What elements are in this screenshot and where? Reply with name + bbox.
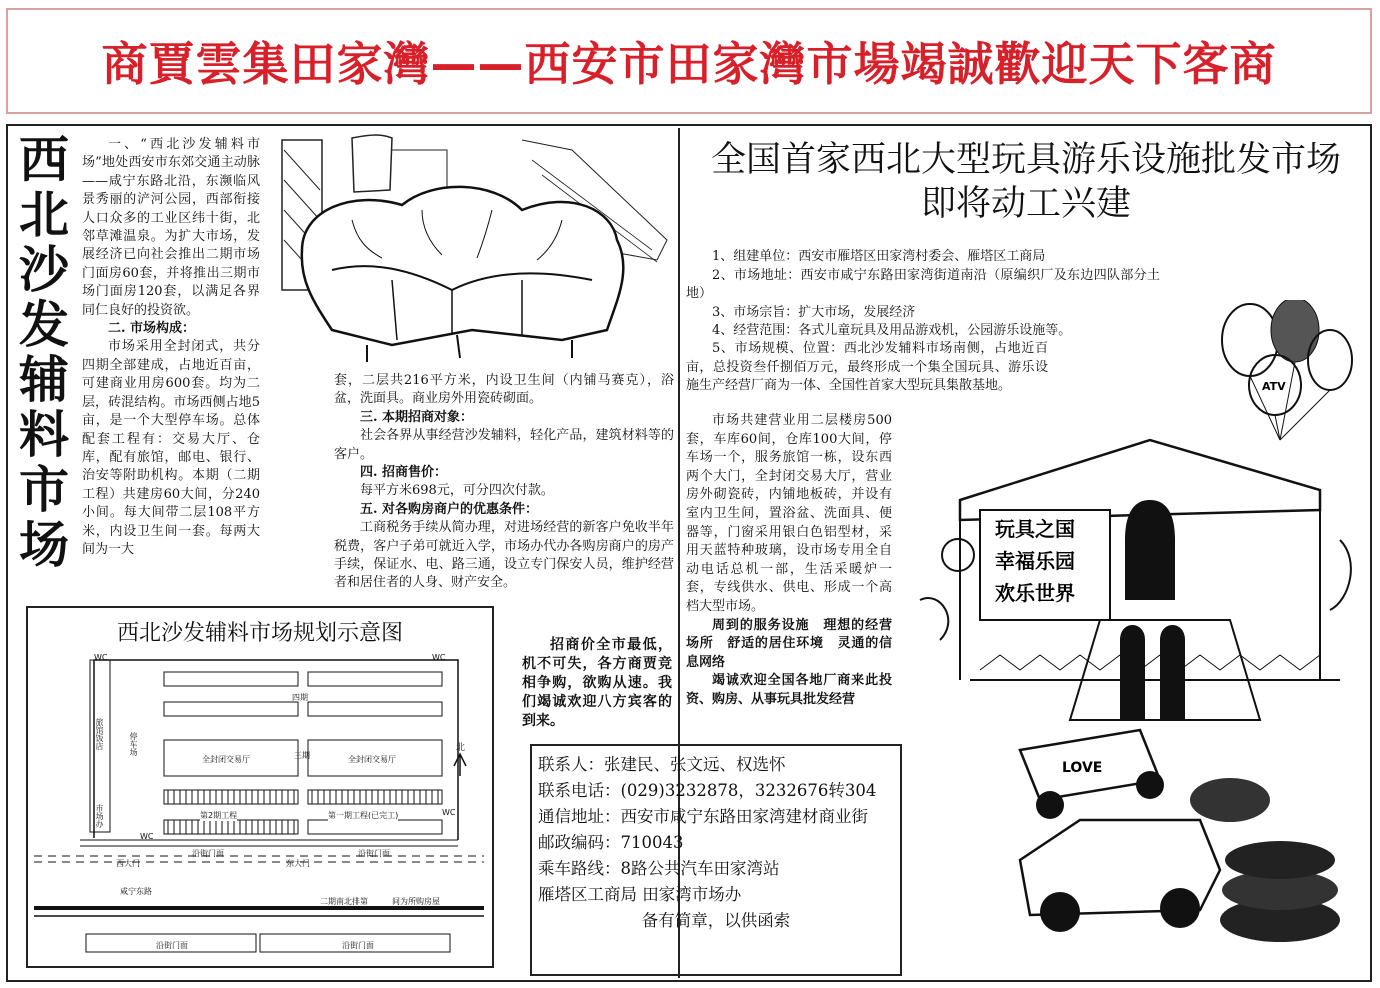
contact-zip: 邮政编码：710043 <box>538 833 684 852</box>
road-label: 咸宁东路 <box>120 887 152 896</box>
item-scope: 4、经营范围：各式儿童玩具及用品游戏机，公园游乐设施等。 <box>712 323 1072 339</box>
vertical-title-char: 西 <box>19 130 69 189</box>
vertical-title-char: 北 <box>19 185 69 244</box>
toy-market-title-line2: 即将动工兴建 <box>920 184 1131 224</box>
sign-line2: 幸福乐园 <box>995 549 1075 573</box>
section-heading: 二. 市场构成： <box>108 321 196 337</box>
composition-paragraph: 市场采用全封闭式，共分四期全部建成，占地近百亩，可建商业用房600套。均为二层，砖混结构。市场西侧占地5亩，是一个大型停车场。总体配套工程有：交易大厅、仓库，配有旅馆，邮电、银行、治安等附助机构。本期（二期工程）共建房60大间，分240小间。每大间带二层108平方米，内设卫生间一套。每两大间为一大 <box>82 339 260 557</box>
hotel-label: 旅馆饭店 <box>95 718 104 750</box>
sign-line1: 玩具之国 <box>995 517 1075 541</box>
phase1-label: 第一期工程(已完工) <box>328 811 399 820</box>
vertical-title-char: 辅 <box>19 350 69 409</box>
contact-person: 联系人：张建民、张文远、权选怀 <box>538 755 786 774</box>
hall-label: 全封闭交易厅 <box>348 755 396 764</box>
vertical-title-char: 沙 <box>19 240 69 299</box>
contact-org: 雁塔区工商局 田家湾市场办 <box>538 885 742 904</box>
closing-paragraph <box>522 636 672 731</box>
slogan-services: 周到的服务设施 理想的经营场所 舒适的居住环境 灵通的信息网络 <box>686 617 892 670</box>
banner-title: 商賈雲集田家灣——西安市田家灣市場竭誠歡迎天下客商 <box>101 37 1277 91</box>
vertical-title-char: 发 <box>19 295 69 354</box>
contact-address: 通信地址：西安市咸宁东路田家湾建材商业街 <box>538 807 868 826</box>
section-heading: 四. 招商售价： <box>360 465 448 481</box>
street-shop-label: 沿街门面 <box>358 849 390 858</box>
street-shop-label: 沿街门面 <box>192 849 224 858</box>
wc-label: WC <box>442 808 456 817</box>
contact-box <box>530 744 902 976</box>
atv-balloon-label: ATV <box>1262 380 1286 393</box>
west-gate-label: 西大门 <box>116 859 140 868</box>
office-label: 市场办 <box>95 804 104 828</box>
wc-label: WC <box>432 653 446 662</box>
wc-label: WC <box>140 832 154 841</box>
item-facilities: 市场共建营业用二层楼房500套，车库60间，仓库100大间，停车场一个，服务旅馆一栋，设东西两个大门，全封闭交易大厅，营业房外砌瓷砖，内铺地板砖，并设有室内卫生间，置浴盆、洗面具、便器等，门窗采用银白色铝型材，采用天蓝特种玻璃，设市场专用全自动电话总机一部，生活采暖炉一套，专线供水、供电、形成一个高档大型市场。 <box>686 413 892 614</box>
street-shop-label: 沿街门面 <box>342 941 374 950</box>
east-gate-label: 东大门 <box>286 859 310 868</box>
intro-paragraph: 一、“西北沙发辅料市场”地处西安市东郊交通主动脉——咸宁东路北沿，东濒临风景秀丽的浐河公园，西部衔接人口众多的工业区纬十街，北邻草滩温泉。为扩大市场，发展经济已向社会推出二期市场门面房60套，并将推出三期市场门面房120套，以满足各界同仁良好的投资欲。 <box>82 137 260 318</box>
plan-title: 西北沙发辅料市场规划示意图 <box>116 621 403 646</box>
car-label: LOVE <box>1062 760 1103 776</box>
parking-label: 停车场 <box>129 732 138 756</box>
vertical-title-char: 市 <box>19 460 69 519</box>
slogan-welcome: 竭诚欢迎全国各地厂商来此投资、购房、从事玩具批发经营 <box>686 673 892 707</box>
vertical-title-char: 料 <box>19 405 69 464</box>
phase2-label: 第2期工程 <box>200 811 238 820</box>
section-heading: 三. 本期招商对象： <box>360 409 474 425</box>
sign-line3: 欢乐世界 <box>995 581 1075 605</box>
closing-text: 招商价全市最低，机不可失，各方商贾竞相争购，欲购从速。我们竭诚欢迎八方宾客的到来。 <box>522 637 672 729</box>
market-plan <box>26 606 494 968</box>
vertical-title <box>10 132 78 572</box>
item-organizer: 1、组建单位：西安市雁塔区田家湾村委会、雁塔区工商局 <box>712 249 1046 264</box>
item-address: 2、市场地址：西安市咸宁东路田家湾街道南沿（原编织厂及东边四队部分土地） <box>686 267 1160 302</box>
target-paragraph: 社会各界从事经营沙发辅料，轻化产品，建筑材料等的客户。 <box>334 428 674 462</box>
benefits-paragraph: 工商税务手续从简办理，对进场经营的新客户免收半年税费，客户子弟可就近入学，市场办代办各购房商户的房产手续，保证水、电、路三通，设立专门保安人员，维护经营者和居住者的人身、财产安全。 <box>334 520 674 591</box>
north-label: 北 <box>456 743 466 753</box>
item-scale: 5、市场规模、位置：西北沙发辅料市场南侧，占地近百亩，总投资叁仟捌佰万元，最终形成一个集全国玩具、游乐设施生产经营厂商为一体、全国性首家大型玩具集散基地。 <box>686 341 1048 394</box>
phase3-label: 三期 <box>294 751 310 760</box>
market-details <box>334 372 674 593</box>
item-purpose: 3、市场宗旨：扩大市场，发展经济 <box>712 304 916 320</box>
hall-label: 全封闭交易厅 <box>202 755 250 764</box>
toy-market-facilities <box>686 412 892 710</box>
price-paragraph: 每平方米698元，可分四次付款。 <box>360 483 554 499</box>
section-heading: 五. 对各购房商户的优惠条件： <box>360 501 539 517</box>
buyer-houses-label: 间为所购房屋 <box>392 897 440 906</box>
south-row-label: 二期南北排第 <box>320 897 368 906</box>
street-shop-label: 沿街门面 <box>156 941 188 950</box>
sofa-illustration <box>272 130 672 368</box>
header-banner <box>6 8 1372 114</box>
toy-park-illustration <box>900 300 1370 960</box>
contact-bus: 乘车路线：8路公共汽车田家湾站 <box>538 859 780 878</box>
contact-note: 备有简章，以供函索 <box>641 911 791 930</box>
toy-market-title <box>684 138 1368 226</box>
phase4-label: 四期 <box>292 693 308 702</box>
vertical-title-char: 场 <box>19 515 69 574</box>
toy-market-title-line1: 全国首家西北大型玩具游乐设施批发市场 <box>710 140 1341 180</box>
market-intro <box>82 136 260 559</box>
wc-label: WC <box>94 653 108 662</box>
contact-phone: 联系电话：(029)3232878，3232676转304 <box>538 781 877 800</box>
composition-continued: 套，二层共216平方米，内设卫生间（内铺马赛克），浴盆，洗面具。商业房外用瓷砖砌面。 <box>334 373 674 407</box>
